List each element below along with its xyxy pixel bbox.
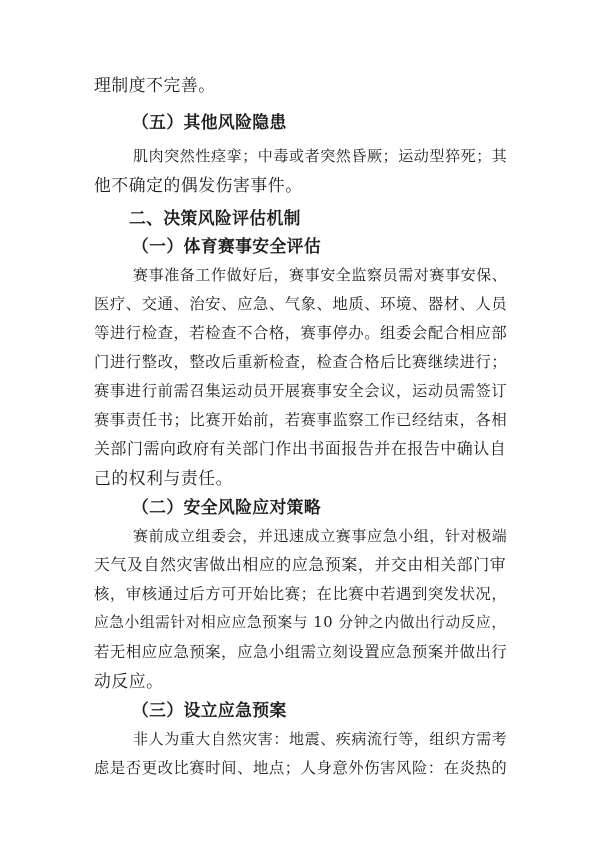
body-text-line: 赛事准备工作做好后，赛事安全监察员需对赛事安保、: [133, 266, 508, 284]
body-text-line: 赛前成立组委会，并迅速成立赛事应急小组，针对极端: [133, 527, 508, 545]
body-text-line: 他不确定的偶发伤害事件。: [94, 175, 303, 195]
body-text-line: 核，审核通过后方可开始比赛；在比赛中若遇到突发状况，: [94, 585, 508, 603]
body-text-line: 动反应。: [94, 671, 164, 691]
body-text-line: 赛事进行前需召集运动员开展赛事安全会议，运动员需签订: [94, 382, 508, 400]
body-text-line: 等进行检查，若检查不合格，赛事停办。组委会配合相应部: [94, 324, 508, 342]
body-text-line: 关部门需向政府有关部门作出书面报告并在报告中确认自: [94, 439, 507, 458]
body-text-line: 肌肉突然性痉挛；中毒或者突然昏厥；运动型猝死；其: [133, 147, 508, 165]
section-heading: 二、决策风险评估机制: [129, 208, 301, 228]
section-heading: （二）安全风险应对策略: [132, 497, 321, 517]
section-heading: （三）设立应急预案: [132, 700, 287, 720]
body-text-line: 己的权利与责任。: [94, 468, 234, 488]
body-text-line: 门进行整改，整改后重新检查，检查合格后比赛继续进行；: [94, 353, 508, 371]
body-text-line: 天气及自然灾害做出相应的应急预案，并交由相关部门审: [94, 555, 507, 574]
body-text-line: 理制度不完善。: [94, 75, 216, 95]
section-heading: （五）其他风险隐患: [132, 112, 287, 132]
body-text-line: 医疗、交通、治安、应急、气象、地质、环境、器材、人员: [94, 295, 508, 313]
body-text-line: 非人为重大自然灾害：地震、疾病流行等，组织方需考: [133, 730, 508, 748]
body-text-line: 赛事责任书；比赛开始前，若赛事监察工作已经结束，各相: [94, 411, 508, 429]
body-text-line: 应急小组需针对相应应急预案与 10 分钟之内做出行动反应，: [94, 614, 507, 631]
section-heading: （一）体育赛事安全评估: [132, 236, 321, 256]
body-text-line: 虑是否更改比赛时间、地点；人身意外伤害风险：在炎热的: [94, 759, 508, 777]
body-text-line: 若无相应应急预案，应急小组需立刻设置应急预案并做出行: [94, 643, 508, 661]
